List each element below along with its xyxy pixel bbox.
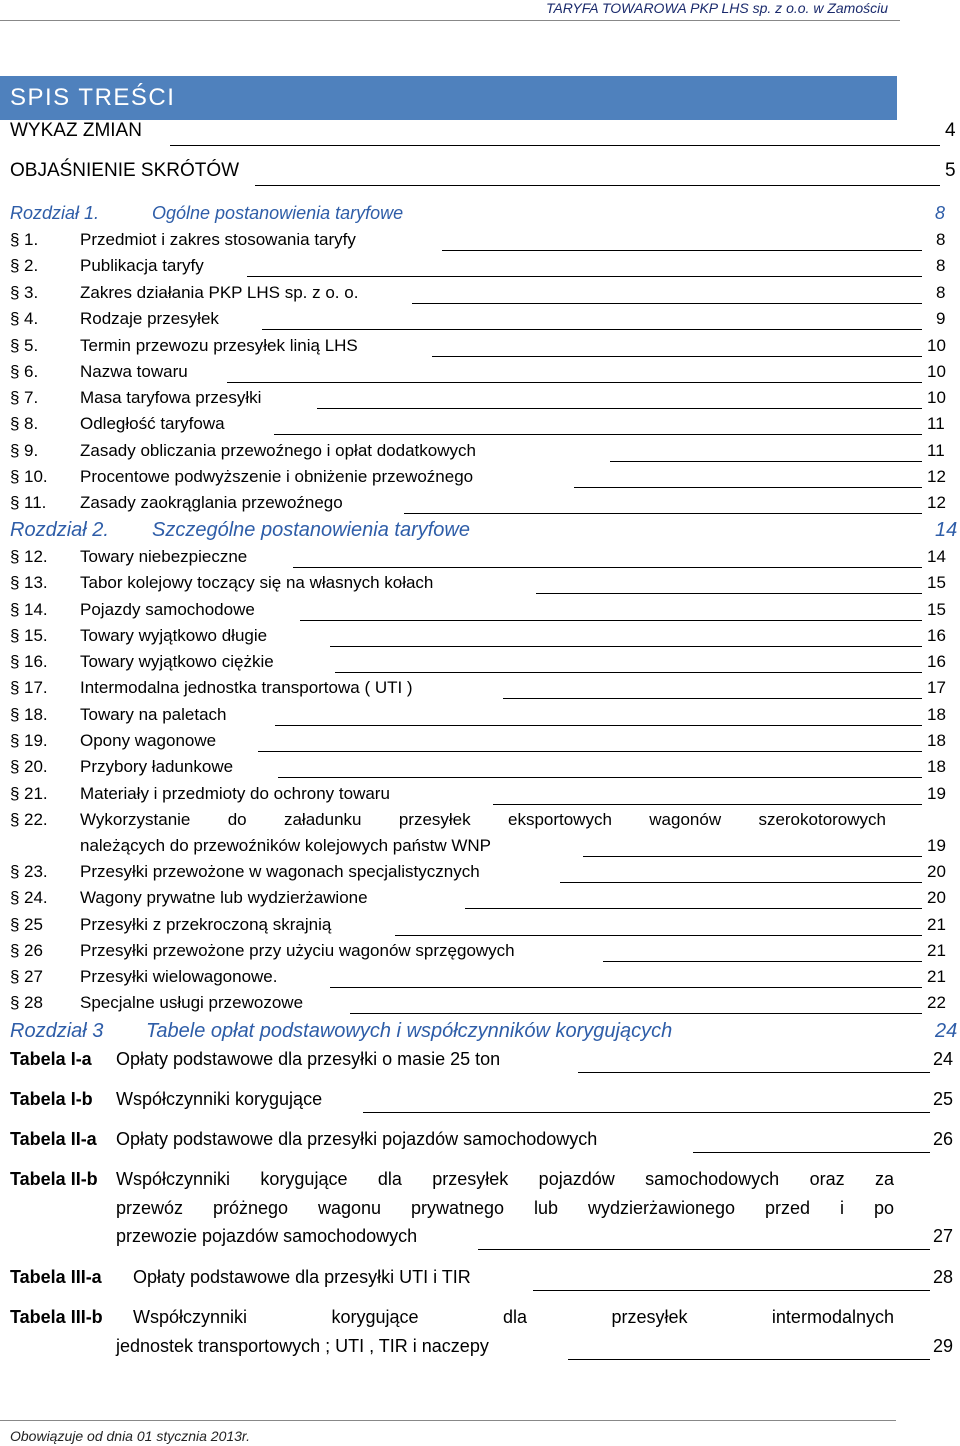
table-page: 24 [933,1049,954,1069]
footer-divider [0,1420,896,1421]
toc-leader-line [262,329,922,330]
section-symbol: § [10,678,20,697]
section-title: Towary na paletach [80,705,227,724]
section-title: Tabor kolejowy toczący się na własnych kołach [80,573,434,592]
section-symbol: § [10,967,20,986]
toc-entry-page: 5 [945,160,956,181]
section-page: 14 [927,547,946,566]
toc-leader-line [432,356,922,357]
header-title: TARYFA TOWAROWA PKP LHS sp. z o.o. w Zamościu [545,0,888,16]
section-page: 18 [927,705,946,724]
section-page: 20 [927,888,946,907]
section-symbol: § [10,888,20,907]
section-symbol: § [10,573,20,592]
section-page: 21 [927,941,946,960]
toc-leader-line [335,672,922,673]
toc-leader-line [583,856,922,857]
toc-leader-line [533,1290,930,1291]
section-page: 15 [927,600,946,619]
table-title-continued: przewóz próżnego wagonu prywatnego lub wydzierżawionego przed i po [116,1198,894,1218]
table-label: Tabela II-b [10,1169,98,1189]
chapter-title: Ogólne postanowienia taryfowe [152,203,404,223]
section-number: 5. [24,336,39,355]
section-title: Nazwa towaru [80,362,188,381]
section-symbol: § [10,705,20,724]
section-title: Opony wagonowe [80,731,217,750]
table-label: Tabela II-a [10,1129,97,1149]
section-page: 11 [927,441,945,460]
section-number: 28 [24,993,43,1012]
section-page: 18 [927,731,946,750]
footer-text: Obowiązuje od dnia 01 stycznia 2013r. [10,1428,250,1444]
section-number: 2. [24,256,39,275]
table-page: 25 [933,1089,954,1109]
section-title: Zasady zaokrąglania przewoźnego [80,493,343,512]
toc-leader-line [363,1112,930,1113]
toc-leader-line [442,250,922,251]
toc-leader-line [610,461,922,462]
section-number: 25 [24,915,43,934]
section-page: 11 [927,414,945,433]
toc-leader-line [350,1013,922,1014]
section-title: Przesyłki z przekroczoną skrajnią [80,915,332,934]
section-page: 22 [927,993,946,1012]
section-page: 17 [927,678,946,697]
section-title: Wagony prywatne lub wydzierżawione [80,888,368,907]
section-page: 19 [927,784,946,803]
section-symbol: § [10,547,20,566]
section-symbol: § [10,915,20,934]
section-symbol: § [10,441,20,460]
section-symbol: § [10,283,20,302]
chapter-number: Rozdział 3 [10,1020,104,1042]
section-title: Materiały i przedmioty do ochrony towaru [80,784,390,803]
section-page: 21 [927,967,946,986]
section-symbol: § [10,810,20,829]
toc-leader-line [493,804,922,805]
section-title: Wykorzystanie do załadunku przesyłek eksportowych wagonów szerokotorowych [80,810,886,829]
table-page: 28 [933,1267,954,1287]
section-symbol: § [10,230,20,249]
table-title-continued: jednostek transportowych ; UTI , TIR i naczepy [116,1336,489,1356]
toc-leader-line [693,1152,930,1153]
section-number: 26 [24,941,43,960]
section-page: 10 [927,362,946,381]
section-title: Odległość taryfowa [80,414,225,433]
section-title: Zasady obliczania przewoźnego i opłat dodatkowych [80,441,476,460]
section-symbol: § [10,493,20,512]
section-number: 9. [24,441,39,460]
section-number: 27 [24,967,43,986]
section-title: Przesyłki przewożone przy użyciu wagonów sprzęgowych [80,941,515,960]
toc-leader-line [574,487,922,488]
section-number: 14. [24,600,48,619]
table-title: Współczynniki korygujące dla przesyłek intermodalnych [133,1307,894,1327]
table-label: Tabela I-a [10,1049,92,1069]
section-symbol: § [10,388,20,407]
table-label: Tabela I-b [10,1089,93,1109]
toc-leader-line [568,1359,930,1360]
toc-leader-line [536,593,922,594]
toc-leader-line [404,513,922,514]
table-page: 27 [933,1226,954,1246]
section-symbol: § [10,600,20,619]
section-title: Towary niebezpieczne [80,547,248,566]
section-symbol: § [10,731,20,750]
toc-leader-line [330,646,922,647]
section-number: 11. [24,493,47,512]
section-number: 13. [24,573,48,592]
chapter-number: Rozdział 2. [10,519,109,541]
section-page: 15 [927,573,946,592]
section-symbol: § [10,993,20,1012]
section-number: 6. [24,362,39,381]
toc-entry-label: OBJAŚNIENIE SKRÓTÓW [10,160,240,181]
section-number: 12. [24,547,48,566]
toc-leader-line [603,961,922,962]
toc-leader-line [465,908,922,909]
section-title: Publikacja taryfy [80,256,204,275]
toc-leader-line [412,303,922,304]
chapter-page: 14 [935,519,958,541]
section-number: 15. [24,626,48,645]
section-number: 16. [24,652,48,671]
section-symbol: § [10,256,20,275]
section-symbol: § [10,941,20,960]
section-symbol: § [10,784,20,803]
section-page: 9 [936,309,946,328]
header-divider [0,20,900,21]
section-page: 16 [927,652,946,671]
chapter-page: 24 [935,1020,958,1042]
section-page: 8 [936,283,946,302]
toc-leader-line [300,620,922,621]
section-number: 19. [24,731,48,750]
toc-leader-line [330,987,922,988]
toc-leader-line [293,567,922,568]
section-page: 16 [927,626,946,645]
toc-leader-line [255,185,940,186]
toc-leader-line [227,382,922,383]
section-number: 22. [24,810,48,829]
section-symbol: § [10,309,20,328]
toc-leader-line [503,698,922,699]
section-number: 17. [24,678,48,697]
section-title: Przesyłki wielowagonowe. [80,967,278,986]
section-symbol: § [10,414,20,433]
section-title: Pojazdy samochodowe [80,600,255,619]
section-page: 19 [927,836,946,855]
table-title: Współczynniki korygujące dla przesyłek pojazdów samochodowych oraz za [116,1169,894,1189]
section-number: 4. [24,309,39,328]
section-number: 1. [24,230,39,249]
section-symbol: § [10,467,20,486]
toc-leader-line [278,777,922,778]
toc-leader-line [274,434,922,435]
section-page: 18 [927,757,946,776]
section-page: 10 [927,336,946,355]
section-title: Przybory ładunkowe [80,757,234,776]
section-symbol: § [10,362,20,381]
section-title: Zakres działania PKP LHS sp. z o. o. [80,283,359,302]
section-page: 12 [927,493,946,512]
section-symbol: § [10,757,20,776]
toc-leader-line [170,145,940,146]
section-number: 7. [24,388,39,407]
section-title: Specjalne usługi przewozowe [80,993,304,1012]
toc-leader-line [317,408,922,409]
table-title: Opłaty podstawowe dla przesyłki o masie 25 ton [116,1049,501,1069]
table-label: Tabela III-b [10,1307,103,1327]
section-page: 20 [927,862,946,881]
section-symbol: § [10,862,20,881]
chapter-number: Rozdział 1. [10,203,100,223]
section-title: Przedmiot i zakres stosowania taryfy [80,230,356,249]
section-page: 10 [927,388,946,407]
section-title: Przesyłki przewożone w wagonach specjalistycznych [80,862,480,881]
section-number: 21. [24,784,48,803]
table-title: Opłaty podstawowe dla przesyłki pojazdów samochodowych [116,1129,598,1149]
table-page: 29 [933,1336,954,1356]
section-page: 21 [927,915,946,934]
section-title: Masa taryfowa przesyłki [80,388,262,407]
toc-leader-line [560,882,922,883]
toc-leader-line [395,935,922,936]
section-title: Rodzaje przesyłek [80,309,219,328]
section-title: Termin przewozu przesyłek linią LHS [80,336,358,355]
section-number: 24. [24,888,48,907]
section-number: 23. [24,862,48,881]
toc-leader-line [578,1072,930,1073]
table-page: 26 [933,1129,954,1149]
table-label: Tabela III-a [10,1267,102,1287]
section-title: Procentowe podwyższenie i obniżenie przewoźnego [80,467,474,486]
section-number: 10. [24,467,48,486]
section-number: 8. [24,414,39,433]
toc-leader-line [478,1249,930,1250]
section-title: Towary wyjątkowo ciężkie [80,652,274,671]
toc-leader-line [258,751,922,752]
section-title: Towary wyjątkowo długie [80,626,268,645]
toc-entry-label: WYKAZ ZMIAN [10,120,142,141]
section-page: 8 [936,256,946,275]
section-number: 3. [24,283,39,302]
section-symbol: § [10,336,20,355]
table-title-continued: przewozie pojazdów samochodowych [116,1226,418,1246]
section-page: 8 [936,230,946,249]
chapter-title: Szczególne postanowienia taryfowe [152,519,470,541]
table-title: Opłaty podstawowe dla przesyłki UTI i TIR [133,1267,471,1287]
chapter-page: 8 [935,203,946,223]
toc-title: SPIS TREŚCI [0,76,897,120]
section-title: Intermodalna jednostka transportowa ( UTI ) [80,678,413,697]
toc-leader-line [247,276,922,277]
table-title: Współczynniki korygujące [116,1089,323,1109]
section-symbol: § [10,652,20,671]
section-title-continued: należących do przewoźników kolejowych państw WNP [80,836,492,855]
section-number: 18. [24,705,48,724]
toc-leader-line [275,725,922,726]
section-symbol: § [10,626,20,645]
chapter-title: Tabele opłat podstawowych i współczynników korygujących [146,1020,673,1042]
section-page: 12 [927,467,946,486]
section-number: 20. [24,757,48,776]
toc-entry-page: 4 [945,120,956,141]
